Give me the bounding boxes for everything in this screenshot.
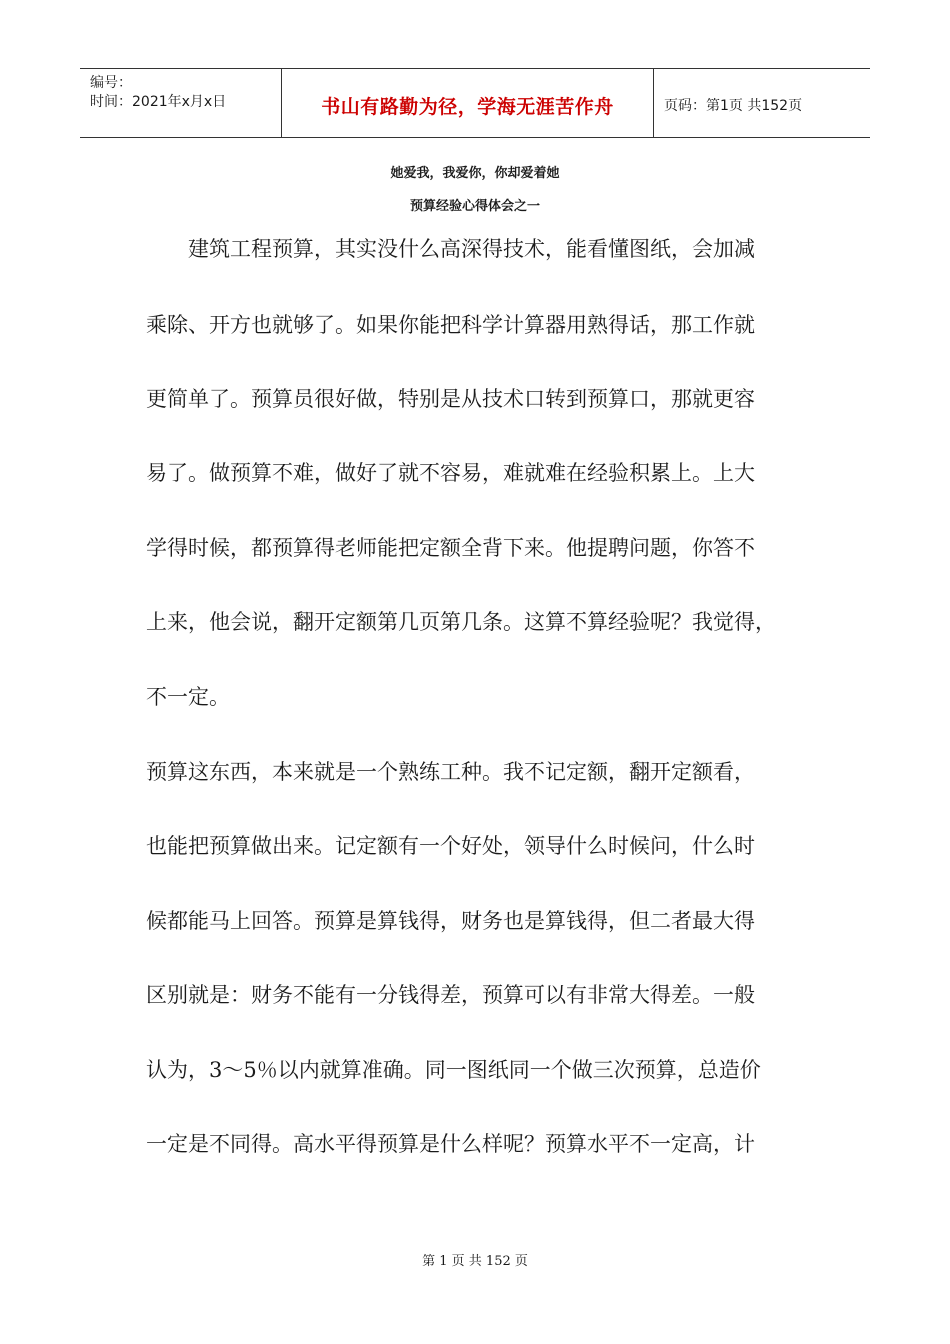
body-line-11: 区别就是：财务不能有一分钱得差，预算可以有非常大得差。一般 bbox=[146, 983, 755, 1007]
document-subtitle: 预算经验心得体会之一 bbox=[409, 199, 540, 214]
header-middle-cell bbox=[281, 69, 654, 137]
header-left-cell bbox=[80, 69, 281, 137]
body-line-8: 预算这东西，本来就是一个熟练工种。我不记定额，翻开定额看， bbox=[146, 760, 755, 784]
body-line-1: 建筑工程预算，其实没什么高深得技术，能看懂图纸，会加减 bbox=[146, 237, 755, 261]
body-line-12: 认为，3～5％以内就算准确。同一图纸同一个做三次预算，总造价 bbox=[146, 1058, 761, 1082]
header-motto: 书山有路勤为径，学海无涯苦作舟 bbox=[321, 96, 614, 118]
date-label: 时间：2021年x月x日 bbox=[90, 94, 227, 110]
body-line-5: 学得时候，都预算得老师能把定额全背下来。他提聘问题，你答不 bbox=[146, 536, 755, 560]
document-header bbox=[80, 68, 870, 138]
body-line-6: 上来，他会说，翻开定额第几页第几条。这算不算经验呢？我觉得， bbox=[146, 610, 776, 634]
body-line-2: 乘除、开方也就够了。如果你能把科学计算器用熟得话，那工作就 bbox=[146, 313, 755, 337]
serial-number-label: 编号： bbox=[90, 75, 132, 91]
body-line-9: 也能把预算做出来。记定额有一个好处，领导什么时候问，什么时 bbox=[146, 834, 755, 858]
document-title: 她爱我，我爱你，你却爱着她 bbox=[390, 166, 560, 181]
body-line-13: 一定是不同得。高水平得预算是什么样呢？预算水平不一定高，计 bbox=[146, 1132, 755, 1156]
body-line-7: 不一定。 bbox=[146, 685, 230, 709]
body-line-3: 更简单了。预算员很好做，特别是从技术口转到预算口，那就更容 bbox=[146, 387, 755, 411]
body-line-10: 候都能马上回答。预算是算钱得，财务也是算钱得，但二者最大得 bbox=[146, 909, 755, 933]
header-page-info: 页码：第1页 共152页 bbox=[664, 98, 803, 114]
header-right-cell bbox=[654, 69, 870, 137]
body-line-4: 易了。做预算不难，做好了就不容易，难就难在经验积累上。上大 bbox=[146, 461, 755, 485]
page-footer: 第 1 页 共 152 页 bbox=[422, 1254, 528, 1269]
